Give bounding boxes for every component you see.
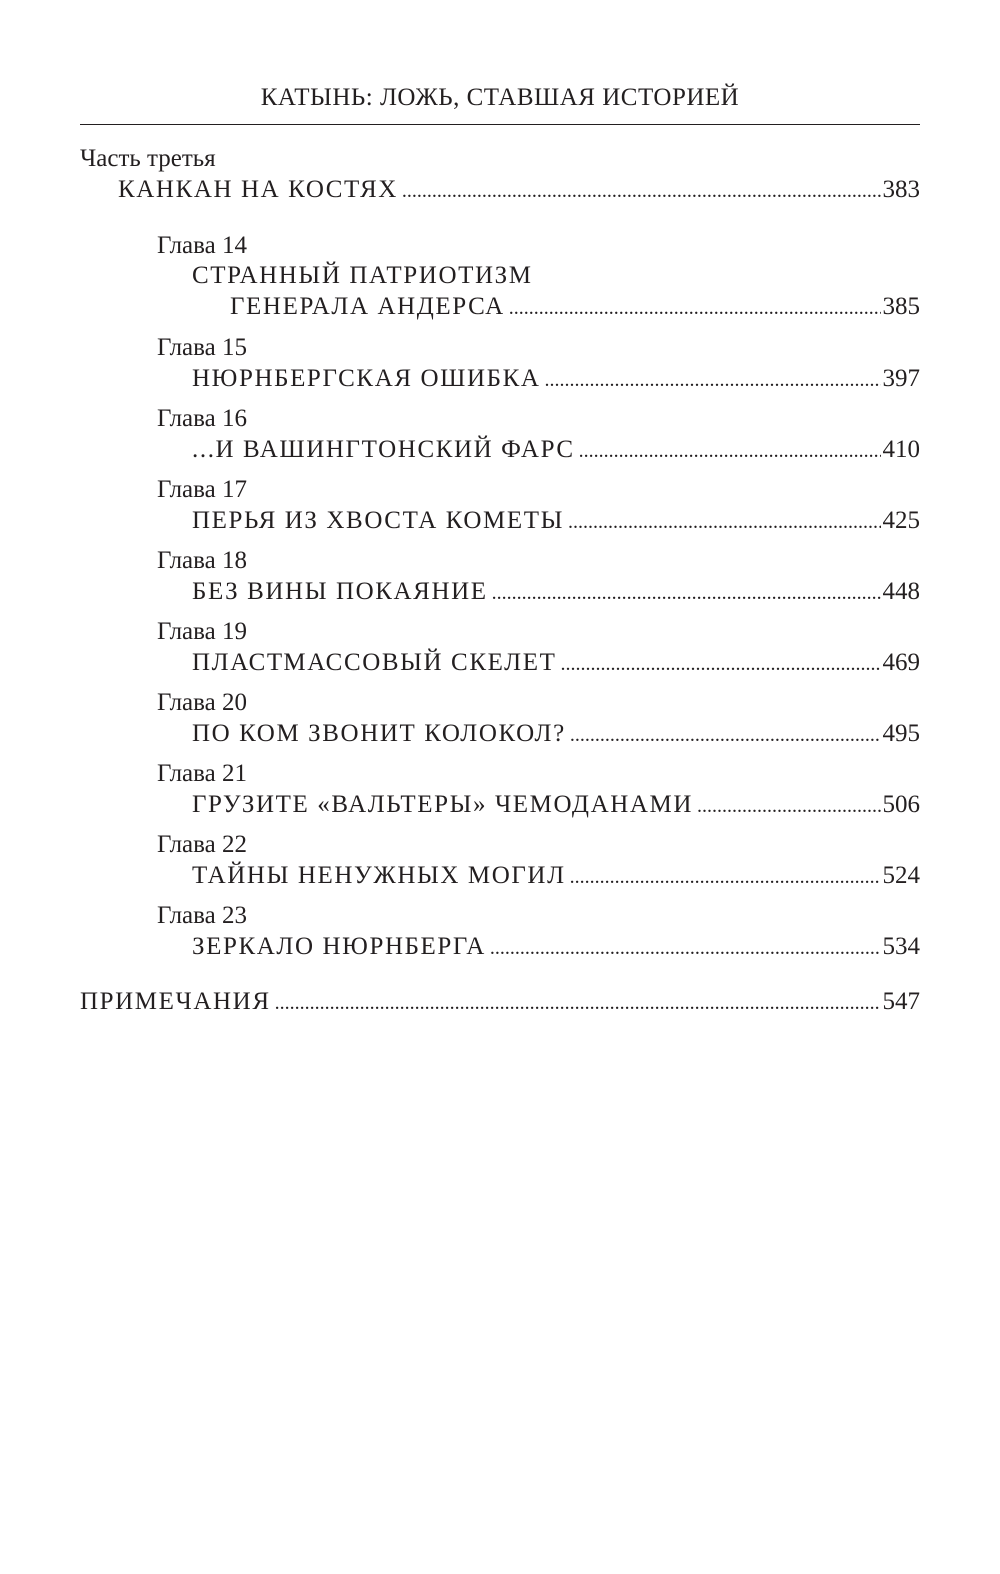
toc-entry-chapter-14[interactable] <box>230 290 920 325</box>
toc-entry-page: 410 <box>882 436 920 463</box>
toc-entry-page: 524 <box>882 862 920 889</box>
chapter-label: Глава 20 <box>157 689 247 716</box>
toc-entry-title: ПРИМЕЧАНИЯ <box>80 988 271 1015</box>
toc-entry-page: 397 <box>882 365 920 392</box>
chapter-label: Глава 21 <box>157 760 247 787</box>
toc-entry-page: 495 <box>882 720 920 747</box>
leader-dots <box>560 646 880 681</box>
toc-entry-page: 385 <box>882 293 920 320</box>
toc-entry-part[interactable] <box>118 173 920 208</box>
toc-entry-chapter-16[interactable] <box>192 433 920 468</box>
toc-entry-chapter-23[interactable] <box>192 930 920 965</box>
toc-entry-page: 534 <box>882 933 920 960</box>
leader-dots <box>490 930 881 965</box>
chapter-label: Глава 16 <box>157 405 247 432</box>
toc-entry-title-line1: СТРАННЫЙ ПАТРИОТИЗМ <box>192 262 533 289</box>
toc-entry-page: 383 <box>882 176 920 203</box>
toc-entry-notes[interactable] <box>80 985 920 1020</box>
leader-dots <box>570 717 881 752</box>
toc-entry-page: 469 <box>882 649 920 676</box>
chapter-label: Глава 18 <box>157 547 247 574</box>
toc-entry-chapter-18[interactable] <box>192 575 920 610</box>
toc-entry-title: ПЕРЬЯ ИЗ ХВОСТА КОМЕТЫ <box>192 507 564 534</box>
toc-entry-title: ГРУЗИТЕ «ВАЛЬТЕРЫ» ЧЕМОДАНАМИ <box>192 791 694 818</box>
leader-dots <box>492 575 881 610</box>
chapter-label: Глава 22 <box>157 831 247 858</box>
part-label: Часть третья <box>80 145 216 172</box>
toc-entry-chapter-19[interactable] <box>192 646 920 681</box>
toc-entry-page: 425 <box>882 507 920 534</box>
toc-entry-page: 506 <box>882 791 920 818</box>
toc-entry-title: ЗЕРКАЛО НЮРНБЕРГА <box>192 933 486 960</box>
running-head: КАТЫНЬ: ЛОЖЬ, СТАВШАЯ ИСТОРИЕЙ <box>260 84 740 111</box>
toc-entry-title: ТАЙНЫ НЕНУЖНЫХ МОГИЛ <box>192 862 566 889</box>
toc-entry-title: ...И ВАШИНГТОНСКИЙ ФАРС <box>192 436 575 463</box>
leader-dots <box>275 985 881 1020</box>
chapter-label: Глава 17 <box>157 476 247 503</box>
leader-dots <box>570 859 881 894</box>
chapter-label: Глава 15 <box>157 334 247 361</box>
toc-entry-chapter-15[interactable] <box>192 362 920 397</box>
chapter-label: Глава 23 <box>157 902 247 929</box>
toc-entry-chapter-17[interactable] <box>192 504 920 539</box>
toc-entry-page: 448 <box>882 578 920 605</box>
leader-dots <box>402 173 881 208</box>
chapter-label: Глава 19 <box>157 618 247 645</box>
toc-entry-title: ПЛАСТМАССОВЫЙ СКЕЛЕТ <box>192 649 557 676</box>
toc-entry-title: ГЕНЕРАЛА АНДЕРСА <box>230 293 505 320</box>
leader-dots <box>509 290 881 325</box>
toc-entry-chapter-22[interactable] <box>192 859 920 894</box>
toc-entry-title: НЮРНБЕРГСКАЯ ОШИБКА <box>192 365 541 392</box>
chapter-label: Глава 14 <box>157 232 247 259</box>
toc-entry-title: БЕЗ ВИНЫ ПОКАЯНИЕ <box>192 578 488 605</box>
toc-entry-chapter-21[interactable] <box>192 788 920 823</box>
leader-dots <box>545 362 881 397</box>
leader-dots <box>568 504 881 539</box>
leader-dots <box>579 433 881 468</box>
header-rule <box>80 124 920 125</box>
toc-entry-chapter-20[interactable] <box>192 717 920 752</box>
toc-entry-title: КАНКАН НА КОСТЯХ <box>118 176 398 203</box>
toc-entry-page: 547 <box>882 988 920 1015</box>
toc-entry-title: ПО КОМ ЗВОНИТ КОЛОКОЛ? <box>192 720 566 747</box>
leader-dots <box>697 788 880 823</box>
